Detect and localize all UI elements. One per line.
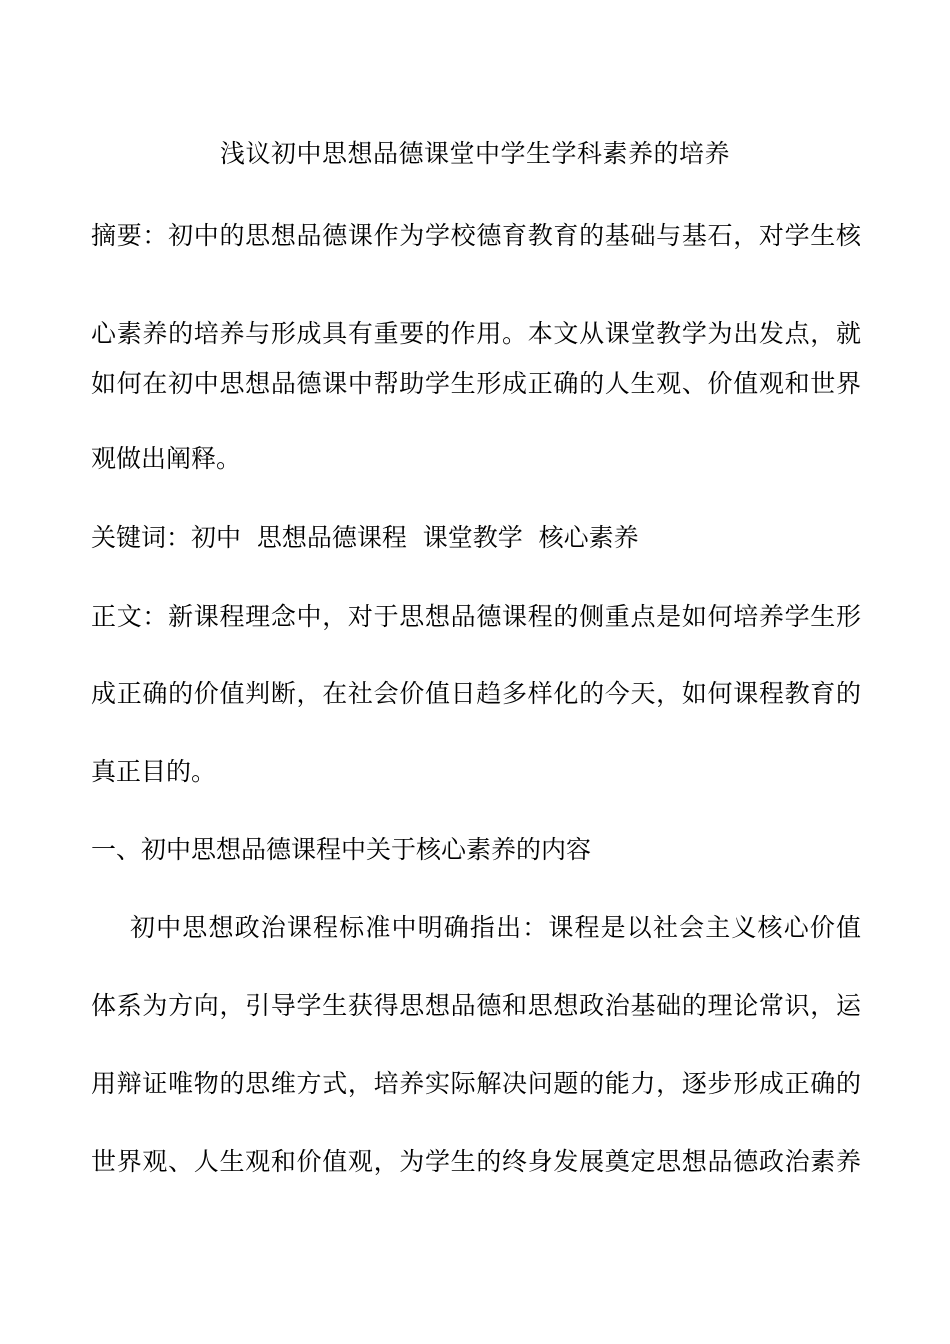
body-line: 真正目的。 [91, 757, 217, 786]
section-paragraph-line: 体系为方向，引导学生获得思想品德和思想政治基础的理论常识，运 [91, 991, 861, 1020]
body-line: 正文：新课程理念中，对于思想品德课程的侧重点是如何培养学生形 [91, 602, 861, 631]
document-title: 浅议初中思想品德课堂中学生学科素养的培养 [219, 139, 730, 168]
abstract-line: 心素养的培养与形成具有重要的作用。本文从课堂教学为出发点，就 [91, 319, 861, 348]
body-line: 成正确的价值判断，在社会价值日趋多样化的今天，如何课程教育的 [91, 679, 861, 708]
abstract-line: 摘要：初中的思想品德课作为学校德育教育的基础与基石，对学生核 [91, 221, 861, 250]
section-heading: 一、初中思想品德课程中关于核心素养的内容 [91, 835, 592, 864]
abstract-line: 如何在初中思想品德课中帮助学生形成正确的人生观、价值观和世界 [91, 369, 861, 398]
section-paragraph-line: 世界观、人生观和价值观，为学生的终身发展奠定思想品德政治素养 [91, 1147, 861, 1176]
section-paragraph-line: 用辩证唯物的思维方式，培养实际解决问题的能力，逐步形成正确的 [91, 1069, 861, 1098]
abstract-line: 观做出阐释。 [91, 444, 242, 473]
section-paragraph-line: 初中思想政治课程标准中明确指出：课程是以社会主义核心价值 [130, 913, 861, 942]
keywords-line: 关键词：初中 思想品德课程 课堂教学 核心素养 [91, 523, 639, 552]
